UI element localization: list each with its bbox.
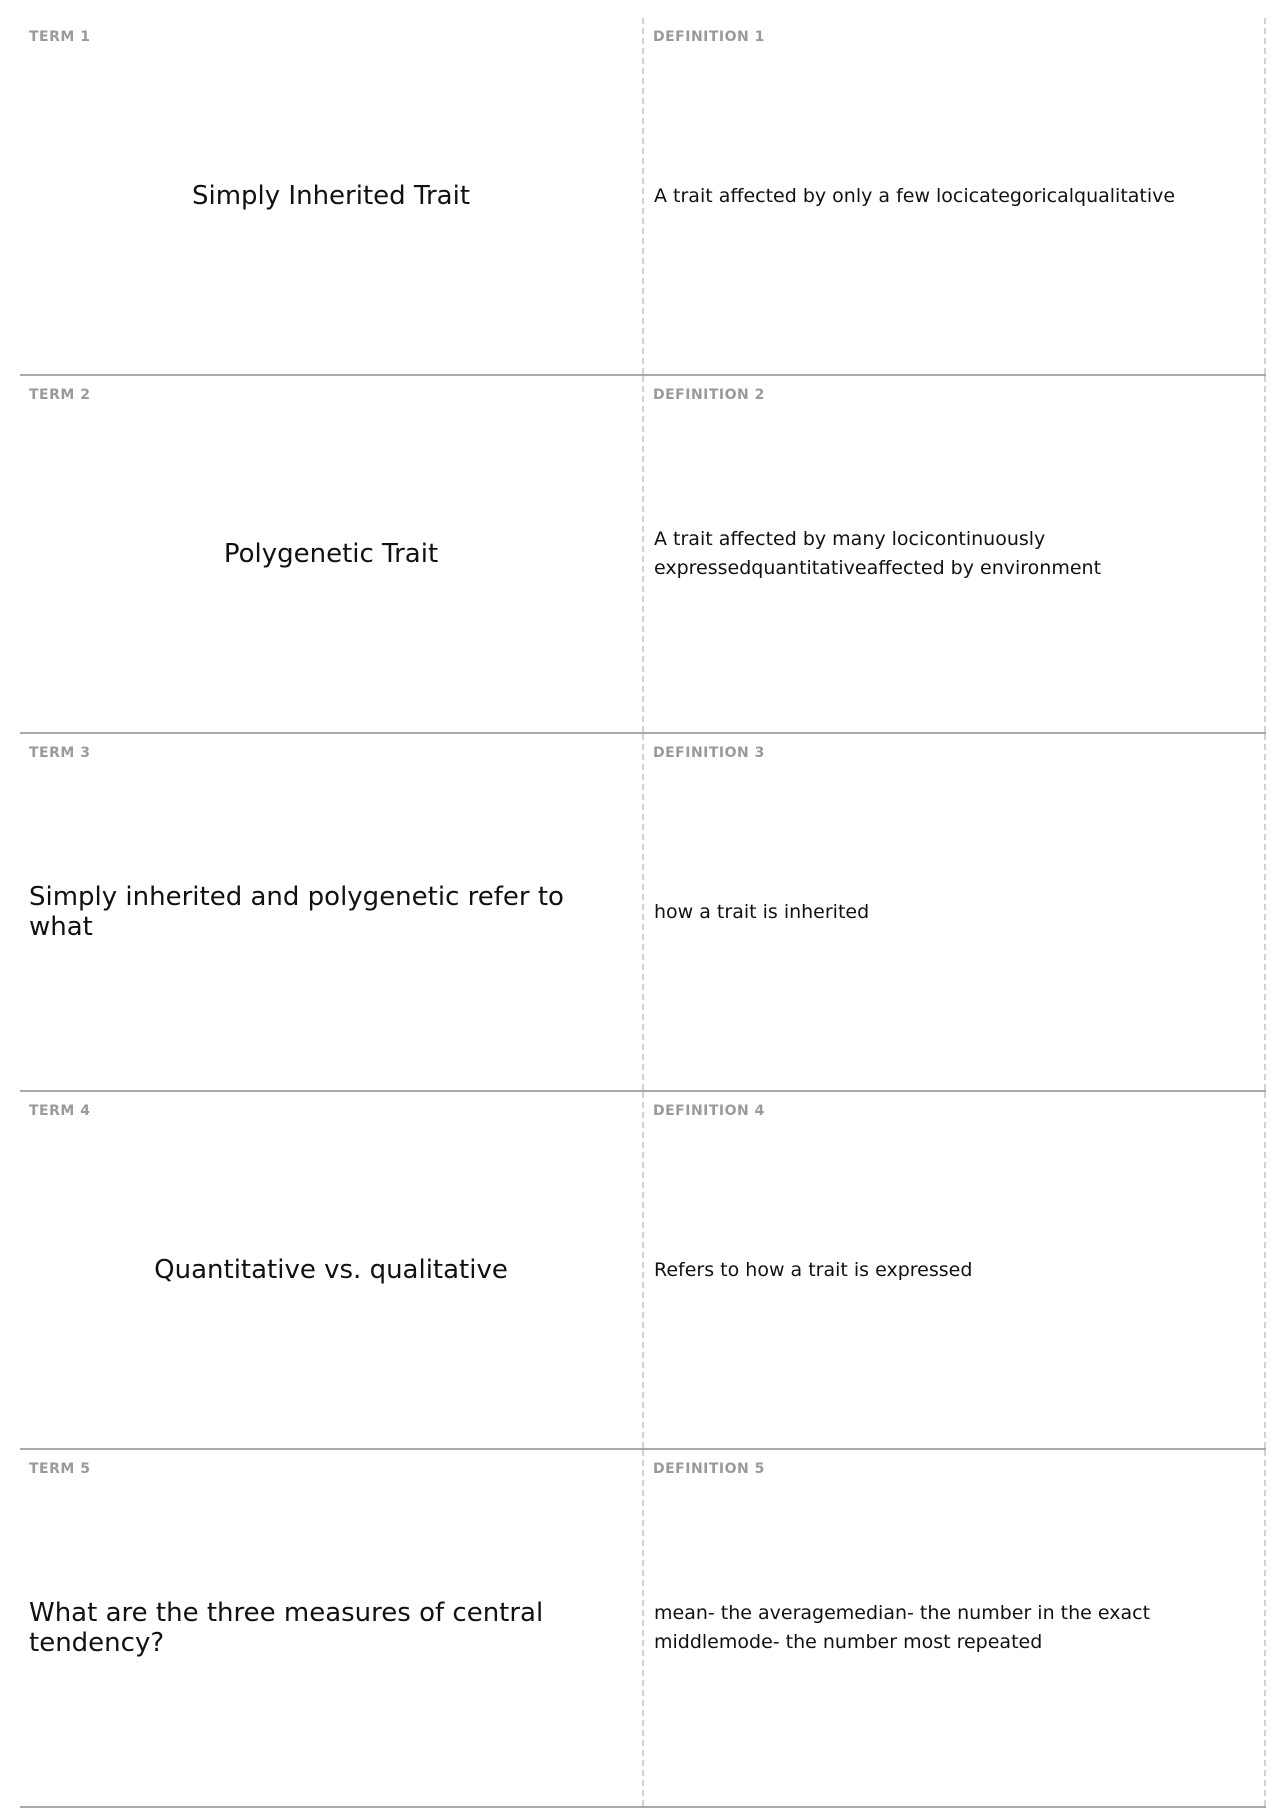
definition-label: DEFINITION 5 [653, 1461, 765, 1477]
definition-label: DEFINITION 2 [653, 387, 765, 403]
definition-text: mean- the averagemedian- the number in the exact middlemode- the number most repeated [654, 1602, 1151, 1653]
term-label: TERM 2 [29, 387, 91, 403]
term-cell [20, 1450, 644, 1806]
definition-text: how a trait is inherited [654, 900, 870, 923]
term-text: What are the three measures of central tendency? [29, 1598, 544, 1658]
term-cell [20, 18, 644, 374]
definition-cell [644, 734, 1266, 1090]
term-text: Simply inherited and polygenetic refer to what [29, 882, 564, 942]
definition-text: Refers to how a trait is expressed [654, 1258, 973, 1281]
definition-text: A trait affected by many locicontinuously expressedquantitativeaffected by environment [654, 528, 1102, 579]
term-text: Simply Inherited Trait [191, 181, 471, 211]
definition-label: DEFINITION 1 [653, 29, 765, 45]
flashcard-row [20, 18, 1266, 376]
definition-cell [644, 376, 1266, 732]
term-text: Polygenetic Trait [223, 539, 439, 569]
flashcard-row [20, 734, 1266, 1092]
flashcard-row [20, 376, 1266, 734]
term-label: TERM 4 [29, 1103, 91, 1119]
term-cell [20, 1092, 644, 1448]
flashcard-row [20, 1450, 1266, 1808]
definition-label: DEFINITION 4 [653, 1103, 765, 1119]
term-cell [20, 734, 644, 1090]
definition-cell [644, 18, 1266, 374]
definition-cell [644, 1450, 1266, 1806]
definition-cell [644, 1092, 1266, 1448]
flashcard-row [20, 1092, 1266, 1450]
definition-text: A trait affected by only a few locicategoricalqualitative [654, 184, 1176, 207]
term-label: TERM 1 [29, 29, 91, 45]
term-cell [20, 376, 644, 732]
flashcard-sheet [20, 18, 1266, 1808]
definition-label: DEFINITION 3 [653, 745, 765, 761]
term-text: Quantitative vs. qualitative [154, 1255, 508, 1285]
term-label: TERM 5 [29, 1461, 91, 1477]
term-label: TERM 3 [29, 745, 91, 761]
